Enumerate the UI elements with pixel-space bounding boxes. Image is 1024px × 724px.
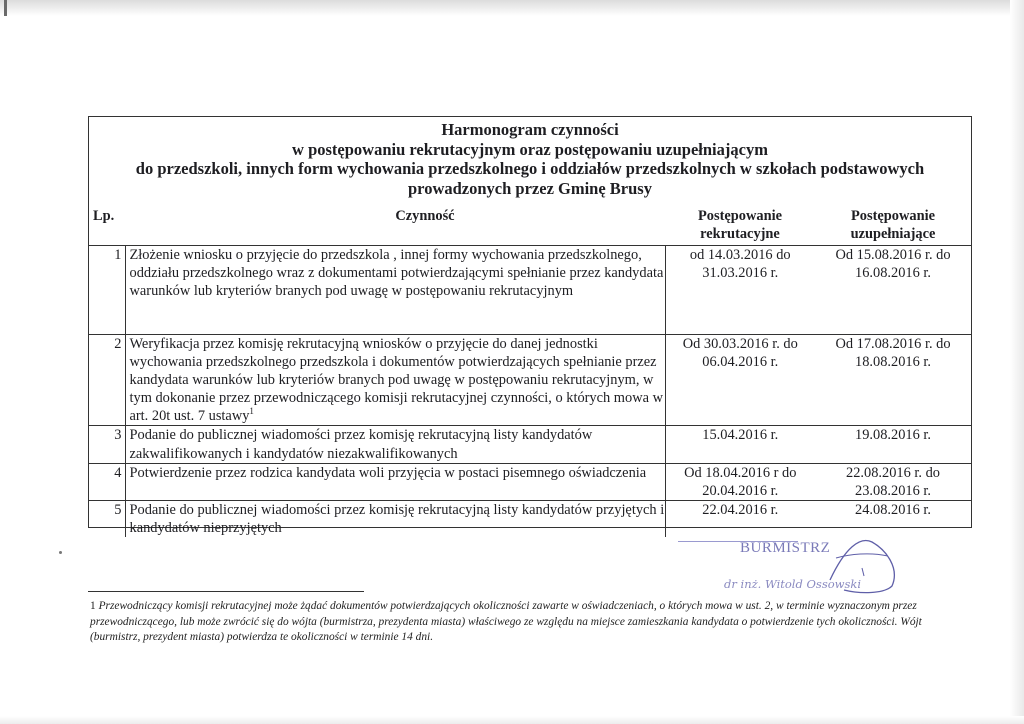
schedule-table [89,207,971,537]
schedule-frame [88,116,972,536]
row-supplementary-dates [815,335,971,426]
row-number: 3 [89,426,125,463]
mayor-stamp: BURMISTRZ [740,540,831,556]
supplementary-date-start: 24.08.2016 r. [855,501,931,518]
supplementary-date-end: 16.08.2016 r. [855,265,931,282]
table-row [89,335,971,426]
signature-icon [800,528,910,598]
scan-edge-top [0,0,1024,16]
row-recruitment-dates [665,246,815,335]
row-number: 1 [89,246,125,335]
column-header-recruitment-line2: rekrutacyjne [700,226,780,242]
supplementary-date-end: 23.08.2016 r. [855,482,931,499]
row-activity: Potwierdzenie przez rodzica kandydata woli przyjęcia w postaci pisemnego oświadczenia [125,463,665,500]
header-subtitle-1: w postępowaniu rekrutacyjnym oraz postępowaniu uzupełniającym [292,139,768,159]
document-header [89,117,971,201]
table-header-row [89,207,971,246]
row-activity: Podanie do publicznej wiadomości przez komisję rekrutacyjną listy kandydatów zakwalifikowanych i kandydatów niezakwalifikowanych [125,426,665,463]
row-supplementary-dates [815,426,971,463]
column-header-lp: Lp. [89,207,125,246]
footnote-text: Przewodniczący komisji rekrutacyjnej może żądać dokumentów potwierdzających okoliczności zawarte w oświadczeniach, o których mowa w ust. 2, w terminie wyznaczonym przez przewodniczącego, lub może zwrócić się do wójta (burmistrza, prezydenta miasta) właściwego ze względu na miejsce zamieszkania kandydata o potwierdzenie tych okoliczności. Wójt (burmistrz, prezydent miasta) potwierdza te okoliczności w terminie 14 dni. [90,600,922,644]
row-number: 4 [89,463,125,500]
header-subtitle-2: do przedszkoli, innych form wychowania przedszkolnego i oddziałów przedszkolnych w szkołach podstawowych [135,159,925,178]
scan-edge-mark [4,0,7,16]
supplementary-date-start: Od 17.08.2016 r. do [835,336,951,352]
footnote [90,599,940,646]
row-activity: Złożenie wniosku o przyjęcie do przedszkola , innej formy wychowania przedszkolnego, oddziału przedszkolnego wraz z dokumentami potwierdzającymi spełnianie przez kandydata warunków lub kryteriów branych pod uwagę w postępowaniu rekrutacyjnym [125,246,665,335]
table-row [89,246,971,335]
table-row [89,426,971,463]
column-header-recruitment-line1: Postępowanie [698,208,782,224]
column-header-supplementary-line2: uzupełniające [850,226,936,242]
recruitment-date-start: od 14.03.2016 do [689,247,791,263]
table-row [89,463,971,500]
stamp-name: dr inż. Witold Ossowski [724,577,862,591]
footnote-reference: 1 [249,406,254,417]
supplementary-date-start: Od 15.08.2016 r. do [835,247,951,263]
row-recruitment-dates [665,426,815,463]
recruitment-date-start: 22.04.2016 r. [702,501,779,518]
column-header-recruitment [665,207,815,246]
row-activity: Podanie do publicznej wiadomości przez komisję rekrutacyjną listy kandydatów przyjętych i kandydatów nieprzyjętych [125,500,665,537]
recruitment-date-start: Od 18.04.2016 r do [684,464,797,481]
row-recruitment-dates [665,335,815,426]
supplementary-date-start: 19.08.2016 r. [855,427,931,444]
scan-speck [59,551,62,554]
row-number: 5 [89,500,125,537]
row-recruitment-dates [665,463,815,500]
supplementary-date-start: 22.08.2016 r. do [846,464,940,481]
column-header-supplementary-line1: Postępowanie [851,208,935,224]
row-supplementary-dates [815,463,971,500]
row-supplementary-dates [815,246,971,335]
recruitment-date-end: 20.04.2016 r. [702,482,779,499]
column-header-supplementary [815,207,971,246]
supplementary-date-end: 18.08.2016 r. [855,354,931,371]
header-title: Harmonogram czynności [441,120,619,139]
row-activity-text: Weryfikacja przez komisję rekrutacyjną wniosków o przyjęcie do danej jednostki wychowania przedszkolnego przedszkola i dokumentów potwierdzających spełnianie przez kandydata warunków lub kryteriów branych pod uwagę w postępowaniu rekrutacyjnym, w tym dokonanie przez przewodniczącego komisji rekrutacyjnej czynności, o których mowa w art. 20t ust. 7 ustawy [129,336,663,425]
scan-edge-bottom [0,716,1024,724]
row-recruitment-dates [665,500,815,537]
header-subtitle-3: prowadzonych przez Gminę Brusy [408,178,652,198]
recruitment-date-start: 15.04.2016 r. [702,427,779,444]
scan-edge-right [1010,0,1024,724]
row-activity [125,335,665,426]
footnote-number: 1 [90,600,96,612]
column-header-activity: Czynność [125,207,665,246]
recruitment-date-end: 06.04.2016 r. [702,354,779,371]
row-number: 2 [89,335,125,426]
footnote-separator [88,591,364,592]
recruitment-date-end: 31.03.2016 r. [702,265,779,282]
recruitment-date-start: Od 30.03.2016 r. do [682,336,798,352]
